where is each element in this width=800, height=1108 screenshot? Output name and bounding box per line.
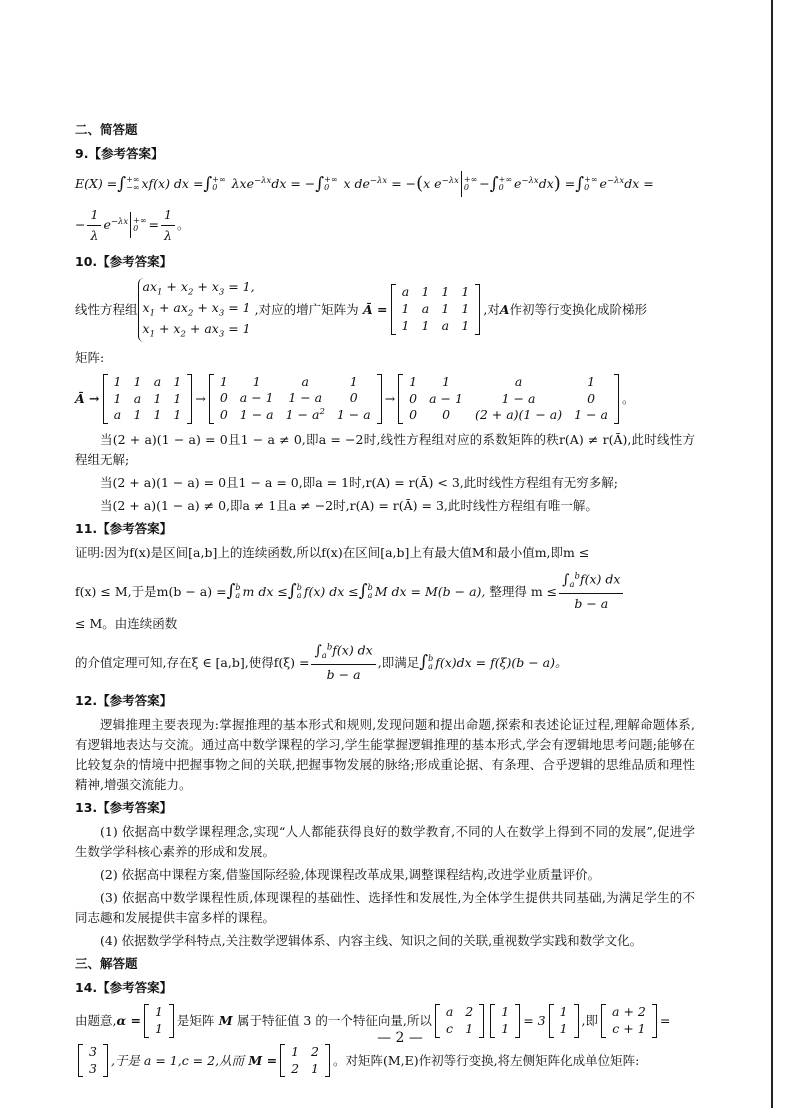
q10-case-3: 当(2 + a)(1 − a) ≠ 0,即a ≠ 1且a ≠ −2时,r(A) = r(Ā) = 3,此时线性方程组有唯一解。: [100, 498, 598, 514]
answer-page: [75, 118, 695, 1083]
section-title: 三、解答题: [75, 955, 138, 971]
question-heading: 13.【参考答案】: [75, 799, 173, 815]
matrix-step-2: 1 1 a 1 0 a − 1 1 − a 0 0 1 − a $1 - a^2$ 1 − a: [209, 374, 382, 425]
matrix-step-1: 1 1 a 1 1 a 1 1 a 1 1 1: [103, 374, 193, 425]
page-number: — 2 —: [377, 1030, 423, 1046]
q10-case-1: 当(2 + a)(1 − a) = 0且1 − a ≠ 0,即a = −2时,线性方程组对应的系数矩阵的秩r(A) ≠ r(Ā),此时线性方程组无解;: [75, 432, 695, 468]
q11-line-2: f(x) ≤ M,于是m(b − a) = ∫ b a m dx ≤ ∫ b a f(x) dx ≤ ∫ b a M dx = M(b − a), 整理得 m ≤ $\frac{\int_a^bf(x) dx}{b - a}$ ≤ M。由连续函数: [75, 569, 695, 634]
q11-line-3: 的介值定理可知,存在ξ ∈ [a,b],使得f(ξ) = $\frac{\int_a^bf(x) dx}{b - a}$ ,即满足 ∫ b a f(x)dx = f(ξ)(b − a)。: [75, 640, 695, 685]
question-heading: 9.【参考答案】: [75, 146, 164, 161]
q10-row-reduction: Ā → 1 1 a 1 1 a 1 1 a 1 1 1 → 1 1 a 1 0 a − 1 1 − a 0 0 1 − a $1 - a^2$ 1 − a → 1 1 a 1 0 a − 1 1 − a 0 0 0 (2 + a)(1 − a) 1 − a 。: [75, 373, 635, 423]
q12-text: 逻辑推理主要表现为:掌握推理的基本形式和规则,发现问题和提出命题,探索和表述论证过程,理解命题体系,有逻辑地表达与交流。通过高中数学课程的学习,学生能掌握逻辑推理的基本形式,学会有逻辑地思考问题;能够在比较复杂的情境中把握事物之间的关联,把握事物发展的脉络;形成重论据、有条理、合乎逻辑的思维品质和理性精神,增强交流能力。: [75, 716, 695, 792]
question-heading: 10.【参考答案】: [75, 253, 173, 269]
section-title: 二、简答题: [75, 122, 138, 137]
q10-intro-text: 线性方程组: [75, 301, 138, 317]
matrix-step-3: 1 1 a 1 0 a − 1 1 − a 0 0 0 (2 + a)(1 − a) 1 − a: [398, 374, 619, 425]
q14-line-1: 由题意, α = 1 1 是矩阵 M 属于特征值 3 的一个特征向量,所以 a 2 c 1 1 1 = 3 1 1 ,即 a + 2 c + 1 =: [75, 1003, 671, 1036]
binding-edge-line: [771, 0, 773, 1108]
q13-item: (3) 依据高中数学课程性质,体现课程的基础性、选择性和发展性,为全体学生提供共同基础,为满足学生的不同志趣和发展提供丰富多样的课程。: [75, 889, 695, 925]
q13-item: (1) 依据高中数学课程理念,实现“人人都能获得良好的数学教育,不同的人在数学上得到不同的发展”,促进学生数学学科核心素养的形成和发展。: [75, 823, 695, 859]
q10-matrix-word: 矩阵:: [75, 349, 105, 365]
q9-formula-line-2: − $\frac{1}{\lambda}$ $e^{-\lambda x}$ +∞ 0 = $\frac{1}{\lambda}$ 。: [75, 206, 190, 243]
q13-item: (4) 依据数学学科特点,关注数学逻辑体系、内容主线、知识之间的关联,重视数学实践和数学文化。: [100, 932, 643, 948]
question-heading: 12.【参考答案】: [75, 692, 173, 708]
augmented-matrix: a 1 1 1 1 a 1 1 1 1 a 1: [391, 284, 481, 335]
question-heading: 11.【参考答案】: [75, 521, 173, 537]
equation-system: $ax_1 + x_2 + x_3 = 1$, $x_1 + ax_2 + x_3 = 1$ $x_1 + x_2 + ax_3 = 1$: [138, 278, 255, 342]
question-heading: 14.【参考答案】: [75, 979, 173, 995]
q11-line-1: 证明:因为f(x)是区间[a,b]上的连续函数,所以f(x)在区间[a,b]上有最大值M和最小值m,即m ≤: [75, 545, 590, 561]
q14-line-2: 3 3 ,于是 a = 1,c = 2,从而 M = 1 2 2 1 。对矩阵(M,E)作初等行变换,将左侧矩阵化成单位矩阵:: [75, 1044, 695, 1078]
q13-item: (2) 依据高中课程方案,借鉴国际经验,体现课程改革成果,调整课程结构,改进学业质量评价。: [100, 866, 601, 882]
q10-system-line: 线性方程组 $ax_1 + x_2 + x_3 = 1$, $x_1 + ax_2 + x_3 = 1$ $x_1 + x_2 + ax_3 = 1$ ,对应的增广矩阵为 Ā = a 1 1 1 1 a 1 1 1 1 a 1 ,对 A 作初等行变换化成阶梯形: [75, 278, 648, 340]
q9-formula-line-1: E(X) = ∫ +∞ −∞ xf(x) dx = ∫ +∞ 0 λxe$^{-\lambda x}$dx = − ∫ +∞ 0 x $de^{-\lambda x}$ = − ( x $e^{-\lambda x}$ +∞ 0 − ∫ +∞ 0 $e^{-\lambda x}dx$ ) = ∫ +∞ 0 $e^{-\lambda x}dx$ =: [75, 170, 695, 199]
q10-case-2: 当(2 + a)(1 − a) = 0且1 − a = 0,即a = 1时,r(A) = r(Ā) < 3,此时线性方程组有无穷多解;: [100, 475, 618, 491]
